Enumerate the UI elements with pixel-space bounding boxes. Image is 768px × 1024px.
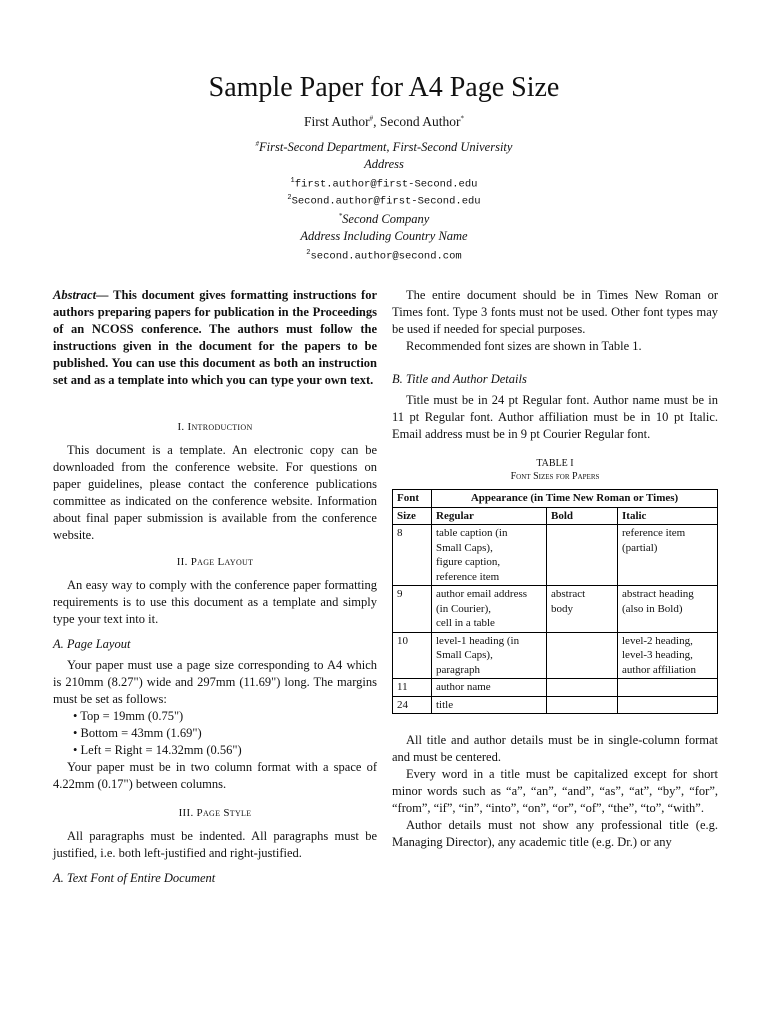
table-cell-bold	[547, 586, 618, 633]
table-cell-line: level-1 heading (in	[436, 634, 520, 647]
paragraph: Title must be in 24 pt Regular font. Author name must be in 11 pt Regular font. Author affiliation must be in 10 pt Italic. Email address must be in 9 pt Courier Regular font.	[392, 393, 718, 441]
paragraph: Your paper must be in two column format with a space of 4.22mm (0.17") between columns.	[53, 760, 377, 791]
email-text: Second.author@first-Second.edu	[291, 195, 481, 208]
email-mark: 2	[287, 194, 292, 202]
email-3	[0, 249, 768, 263]
author-line	[0, 114, 768, 130]
table-cell-italic	[618, 586, 718, 633]
table-header-row	[393, 490, 718, 508]
table-cell-line: abstract heading	[622, 588, 694, 600]
table-header-row	[393, 507, 718, 525]
table-cell-size: 10	[393, 632, 432, 679]
bullet-item: • Left = Right = 14.32mm (0.56")	[73, 743, 242, 757]
first-author: First Author	[303, 114, 370, 129]
table-cell-line: level-2 heading,	[622, 634, 693, 647]
table-cell-size: 8	[393, 525, 432, 586]
affiliation-text: Address Including Country Name	[300, 229, 468, 243]
table-cell-bold	[547, 696, 618, 714]
table-cell-regular	[432, 696, 547, 714]
table-cell-line: (also in Bold)	[622, 602, 683, 615]
table-cell-line: author affiliation	[622, 663, 697, 676]
section-heading-text: III. Page Style	[178, 807, 252, 819]
table-cell-size: 11	[393, 679, 432, 697]
right-column	[392, 287, 718, 851]
email-2	[0, 194, 768, 208]
table-cell-italic	[618, 525, 718, 586]
table-cell-line: figure caption,	[436, 556, 501, 568]
table-label: TABLE I	[536, 458, 574, 469]
email-1	[0, 177, 768, 191]
email-text: first.author@first-Second.edu	[294, 178, 478, 191]
affiliation-1	[0, 140, 768, 155]
affiliation-3	[0, 212, 768, 227]
table-cell-size: 9	[393, 586, 432, 633]
bullet-item: • Bottom = 43mm (1.69")	[73, 726, 202, 740]
table-cell-line: Small Caps),	[436, 541, 493, 554]
paragraph: Recommended font sizes are shown in Table 1.	[406, 339, 642, 353]
section-heading-introduction	[53, 419, 377, 436]
abstract-label: Abstract—	[53, 288, 109, 302]
table-cell-regular	[432, 679, 547, 697]
section-heading-text: I. Introduction	[177, 421, 253, 433]
table-cell-bold	[547, 679, 618, 697]
subsection-heading: B. Title and Author Details	[392, 372, 527, 386]
paragraph: All paragraphs must be indented. All paragraphs must be justified, i.e. both left-justified and right-justified.	[53, 829, 377, 860]
table-row	[393, 525, 718, 586]
subsection-heading: A. Page Layout	[53, 637, 131, 651]
affiliation-mark: #	[255, 140, 260, 148]
table-cell-italic	[618, 696, 718, 714]
email-mark: 2	[306, 249, 311, 257]
paragraph: The entire document should be in Times New Roman or Times font. Type 3 fonts must not be used. Other font types may be used if needed for special purposes.	[392, 288, 718, 336]
table-header-cell: Italic	[618, 507, 718, 525]
paper-title: Sample Paper for A4 Page Size	[208, 72, 560, 103]
table-cell-line: paragraph	[436, 663, 480, 676]
table-cell-line: reference item	[622, 527, 686, 539]
second-author: Second Author	[379, 114, 461, 129]
abstract	[53, 287, 377, 389]
affiliation-mark: *	[338, 212, 343, 220]
paragraph: Author details must not show any professional title (e.g. Managing Director), any academic title (e.g. Dr.) or any	[392, 818, 718, 849]
section-heading-text: II. Page Layout	[176, 556, 254, 568]
table-cell-line: author name	[436, 681, 491, 693]
paragraph: This document is a template. An electronic copy can be downloaded from the conference website. For questions on paper guidelines, please contact the conference publications committee as indicated on the conference website. Information about final paper submission is available from the conference website.	[53, 443, 377, 542]
table-cell-size: 24	[393, 696, 432, 714]
table-cell-line: cell in a table	[436, 617, 495, 629]
table-cell-line: level-3 heading,	[622, 649, 693, 661]
table-header-cell: Size	[393, 507, 432, 525]
first-author-mark: #	[369, 114, 374, 123]
section-heading-page-layout	[53, 554, 377, 571]
bullet-item: • Top = 19mm (0.75")	[73, 709, 184, 723]
affiliation-text: Second Company	[342, 212, 430, 227]
affiliation-text: Address	[364, 157, 404, 171]
email-text: second.author@second.com	[310, 250, 462, 263]
email-mark: 1	[290, 177, 295, 185]
table-row	[393, 679, 718, 697]
table-header-cell: Regular	[432, 507, 547, 525]
table-cell-bold	[547, 632, 618, 679]
table-cell-bold	[547, 525, 618, 586]
left-column	[53, 287, 377, 887]
table-cell-line: (partial)	[622, 541, 658, 554]
table-cell-regular	[432, 525, 547, 586]
affiliation-2	[0, 157, 768, 172]
table-cell-line: (in Courier),	[436, 602, 491, 615]
table-cell-line: title	[436, 698, 454, 711]
table-cell-line: table caption (in	[436, 527, 508, 539]
section-heading-page-style	[53, 805, 377, 822]
table-cell-line: body	[551, 602, 573, 615]
author-separator: ,	[373, 114, 380, 129]
table-cell-regular	[432, 632, 547, 679]
affiliation-text: First-Second Department, First-Second University	[259, 140, 513, 155]
table-cell-italic	[618, 679, 718, 697]
table-header-cell: Appearance (in Time New Roman or Times)	[432, 490, 718, 508]
subsection-heading: A. Text Font of Entire Document	[53, 871, 216, 885]
abstract-text: This document gives formatting instructions for authors preparing papers for publication in the Proceedings of an NCOSS conference. The authors must follow the instructions given in the document for the papers to be published. You can use this document as both an instruction set and as a template into which you can type your own text.	[53, 288, 377, 387]
table-row	[393, 696, 718, 714]
affiliation-4	[0, 229, 768, 244]
table-header-cell: Bold	[547, 507, 618, 525]
font-size-table	[392, 489, 718, 714]
paragraph: Every word in a title must be capitalized except for short minor words such as “a”, “an”, “and”, “as”, “at”, “by”, “for”, “from”, “if”, “in”, “into”, “on”, “or”, “of”, “the”, “to”, “with”.	[392, 767, 718, 815]
table-cell-line: author email address	[436, 588, 528, 600]
table-header-cell: Font	[393, 490, 432, 508]
table-cell-italic	[618, 632, 718, 679]
table-caption: Font Sizes for Papers	[510, 471, 600, 482]
table-cell-line: abstract	[551, 588, 586, 600]
table-row	[393, 586, 718, 633]
table-cell-line: Small Caps),	[436, 649, 493, 661]
table-row	[393, 632, 718, 679]
paragraph: All title and author details must be in single-column format and must be centered.	[392, 733, 718, 764]
paragraph: Your paper must use a page size corresponding to A4 which is 210mm (8.27") wide and 297mm (11.69") long. The margins must be set as follows:	[53, 658, 377, 706]
table-cell-regular	[432, 586, 547, 633]
second-author-mark: *	[460, 114, 464, 123]
paragraph: An easy way to comply with the conference paper formatting requirements is to use this document as a template and simply type your text into it.	[53, 578, 377, 626]
table-cell-line: reference item	[436, 570, 500, 583]
